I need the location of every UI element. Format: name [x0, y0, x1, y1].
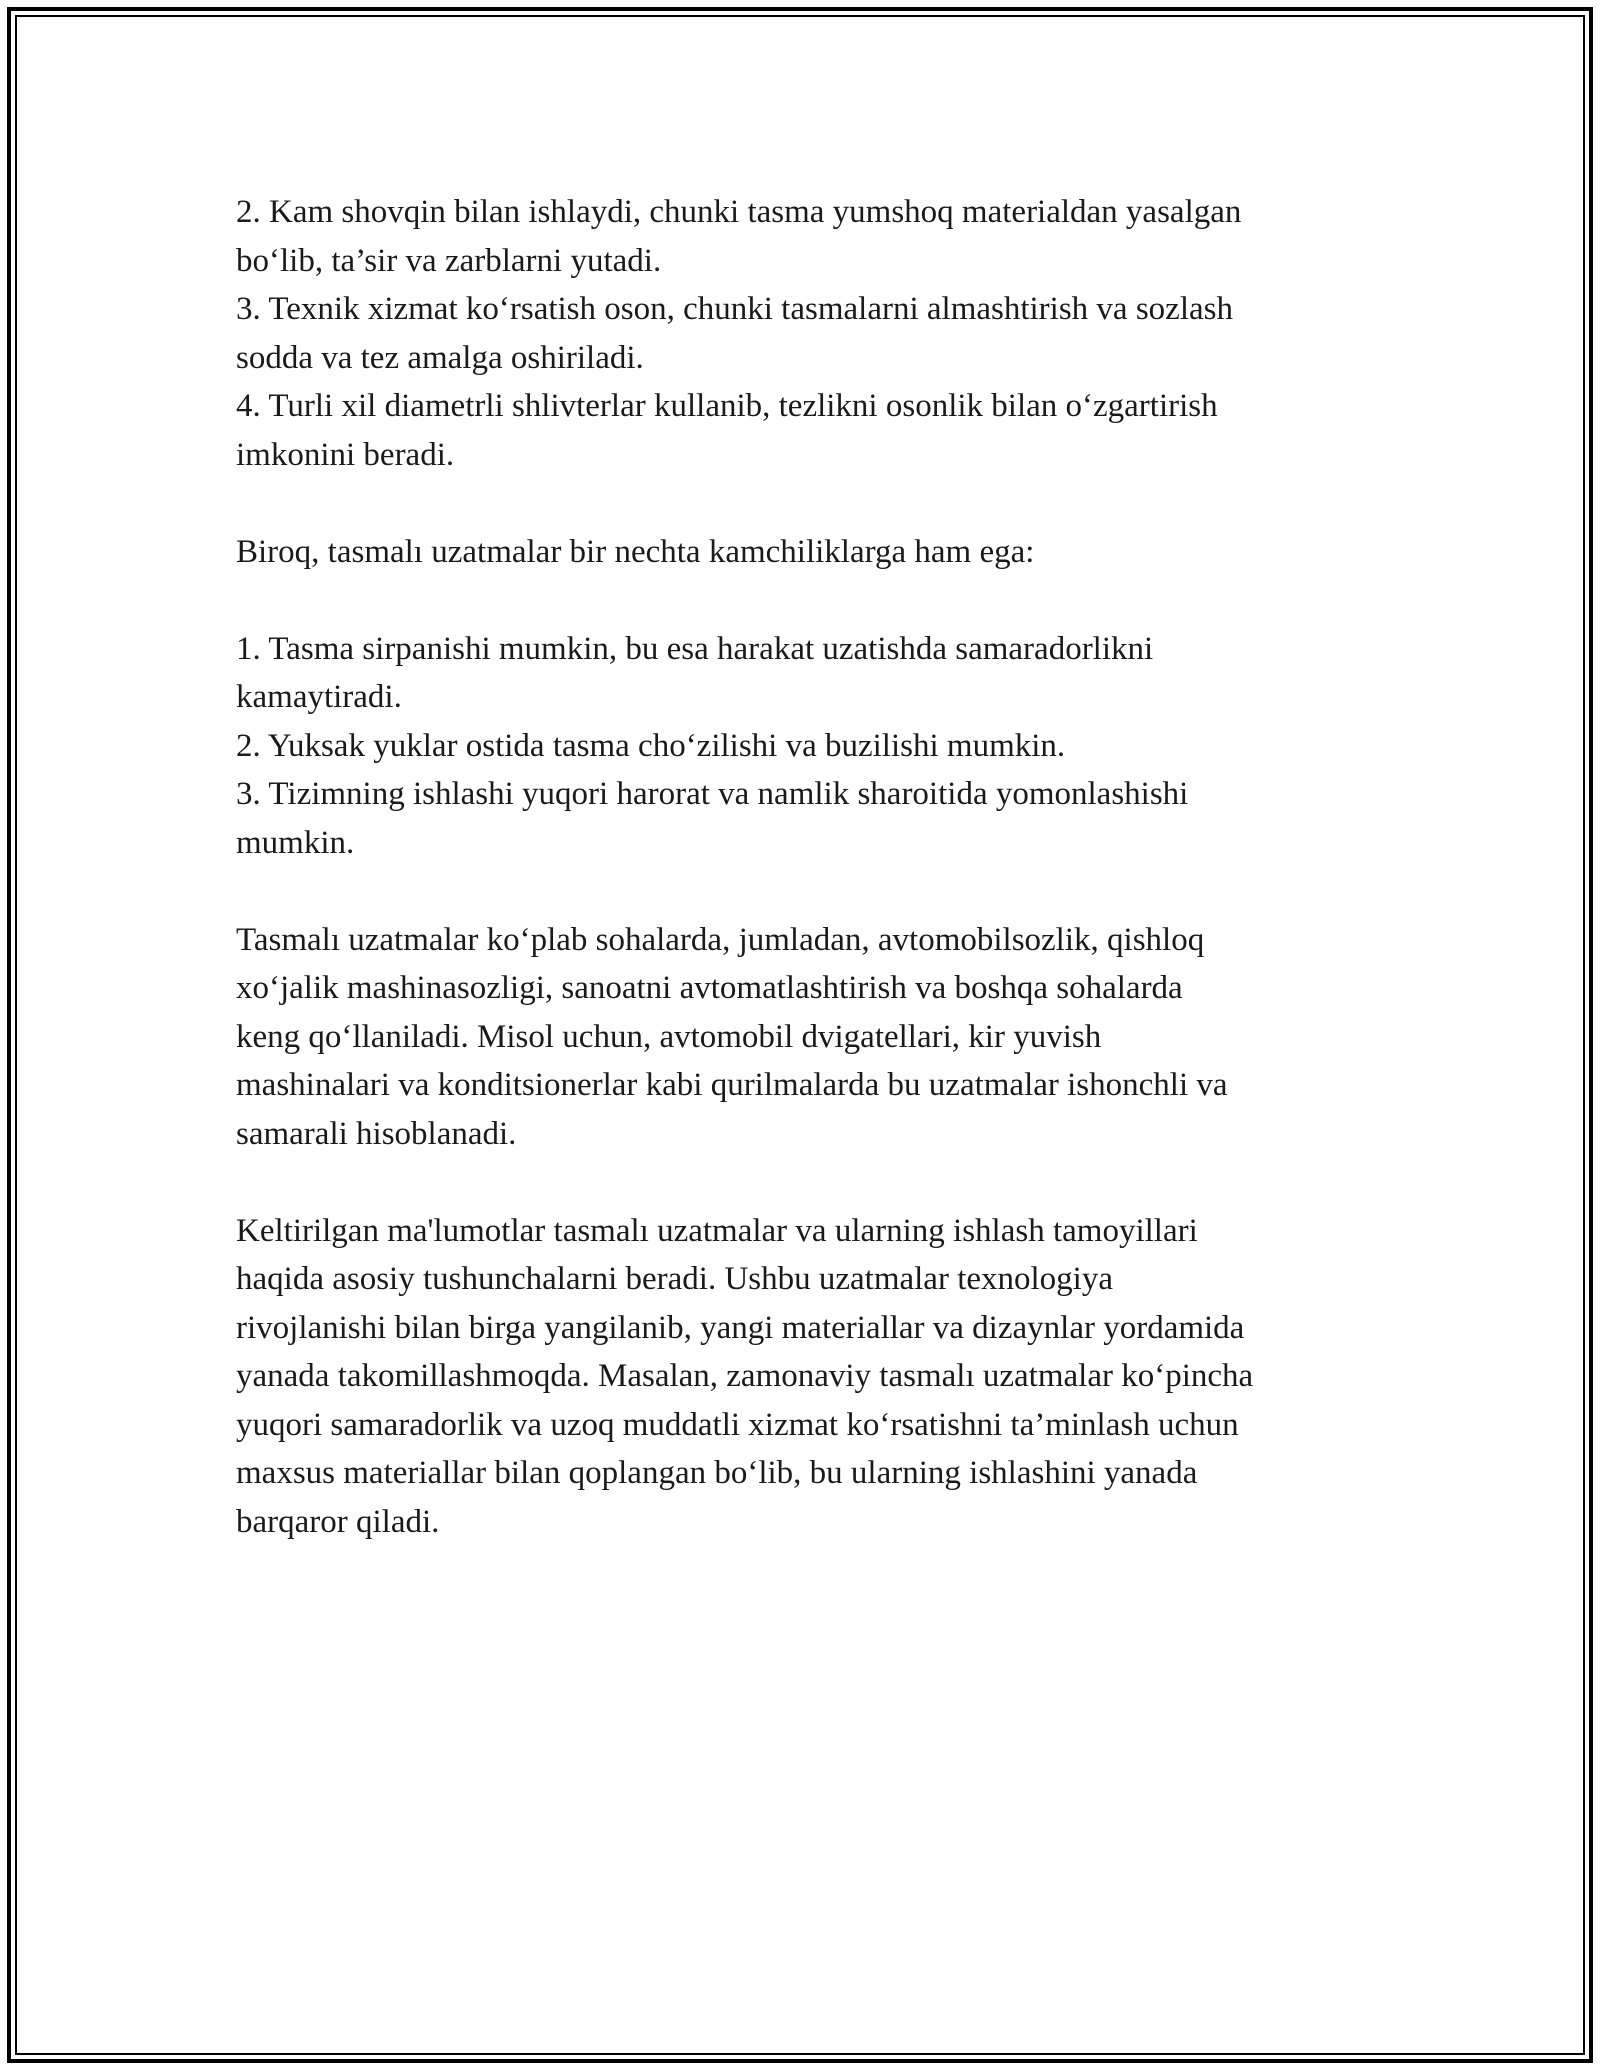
conclusion-paragraph — [236, 1207, 1386, 1547]
text-line: yanada takomillashmoqda. Masalan, zamonaviy tasmalı uzatmalar ko‘pincha — [236, 1358, 1254, 1394]
text-line: mumkin. — [236, 824, 355, 861]
text-line: bo‘lib, ta’sir va zarblarni yutadi. — [236, 242, 662, 279]
text-line: Tasmalı uzatmalar ko‘plab sohalarda, jumladan, avtomobilsozlik, qishloq — [236, 921, 1205, 958]
text-line: Biroq, tasmalı uzatmalar bir nechta kamchiliklarga ham ega: — [236, 533, 1035, 570]
text-line: 1. Tasma sirpanishi mumkin, bu esa harakat uzatishda samaradorlikni — [236, 630, 1154, 667]
text-line: 2. Yuksak yuklar ostida tasma cho‘zilishi va buzilishi mumkin. — [236, 727, 1066, 764]
text-line: imkonini beradi. — [236, 436, 455, 473]
text-line: sodda va tez amalga oshiriladi. — [236, 339, 644, 376]
text-line: xo‘jalik mashinasozligi, sanoatni avtomatlashtirish va boshqa sohalarda — [236, 970, 1183, 1006]
text-line: kamaytiradi. — [236, 679, 402, 715]
advantages-list-continued — [236, 188, 1386, 479]
text-line: 2. Kam shovqin bilan ishlaydi, chunki tasma yumshoq materialdan yasalgan — [236, 194, 1242, 230]
text-line: 3. Tizimning ishlashi yuqori harorat va namlik sharoitida yomonlashishi — [236, 776, 1189, 812]
paragraph-gap — [236, 479, 1386, 528]
text-line: yuqori samaradorlik va uzoq muddatli xizmat ko‘rsatishni ta’minlash uchun — [236, 1406, 1239, 1443]
text-line: Keltirilgan ma'lumotlar tasmalı uzatmalar va ularning ishlash tamoyillari — [236, 1212, 1198, 1249]
disadvantages-list — [236, 625, 1386, 868]
paragraph-gap — [236, 867, 1386, 916]
text-line: keng qo‘llaniladi. Misol uchun, avtomobil dvigatellari, kir yuvish — [236, 1018, 1102, 1055]
text-line: barqaror qiladi. — [236, 1503, 440, 1540]
paragraph-gap — [236, 576, 1386, 625]
disadvantages-intro — [236, 528, 1386, 577]
text-line: mashinalari va konditsionerlar kabi qurilmalarda bu uzatmalar ishonchli va — [236, 1067, 1228, 1103]
paragraph-gap — [236, 1158, 1386, 1207]
text-line: samarali hisoblanadi. — [236, 1115, 517, 1152]
document-body — [236, 188, 1386, 1546]
text-line: 3. Texnik xizmat ko‘rsatish oson, chunki tasmalarni almashtirish va sozlash — [236, 291, 1233, 327]
text-line: maxsus materiallar bilan qoplangan bo‘lib, bu ularning ishlashini yanada — [236, 1455, 1198, 1491]
text-line: rivojlanishi bilan birga yangilanib, yangi materiallar va dizaynlar yordamida — [236, 1309, 1245, 1346]
text-line: haqida asosiy tushunchalarni beradi. Ushbu uzatmalar texnologiya — [236, 1261, 1113, 1297]
applications-paragraph — [236, 916, 1386, 1159]
text-line: 4. Turli xil diametrli shlivterlar kullanib, tezlikni osonlik bilan o‘zgartirish — [236, 388, 1218, 424]
